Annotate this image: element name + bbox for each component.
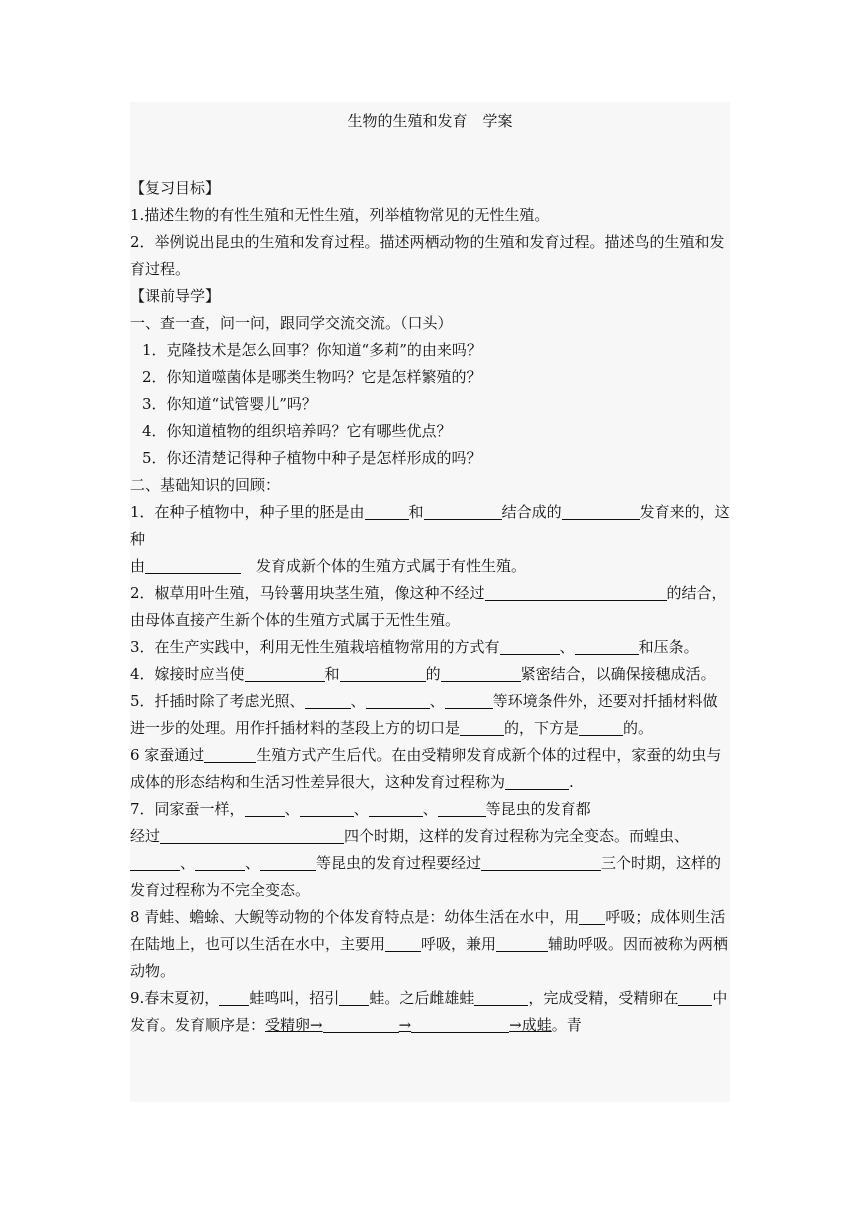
blank[interactable] — [474, 989, 528, 1006]
blank[interactable] — [460, 719, 504, 736]
goal-2: 2．举例说出昆虫的生殖和发育过程。描述两栖动物的生殖和发育过程。描述鸟的生殖和发育过程。 — [130, 233, 725, 278]
question-1: 1．克隆技术是怎么回事？你知道“多莉”的由来吗？ — [142, 341, 482, 359]
blank[interactable] — [579, 719, 623, 736]
blank[interactable] — [505, 773, 569, 790]
item-9: 9.春末夏初， 蛙鸣叫，招引 蛙。之后雌雄蛙 ，完成受精，受精卵在 中发育。发育顺序是：受精卵→ → →成蛙。青 — [130, 989, 728, 1034]
blank[interactable] — [369, 800, 423, 817]
part-2-heading: 二、基础知识的回顾： — [130, 476, 281, 494]
blank[interactable] — [160, 827, 344, 844]
item-2: 2．椒草用叶生殖，马铃薯用块茎生殖，像这种不经过 的结合，由母体直接产生新个体的生殖方式属于无性生殖。 — [130, 584, 727, 629]
blank[interactable] — [365, 503, 409, 520]
blank[interactable] — [481, 854, 601, 871]
blank[interactable] — [245, 665, 325, 682]
blank[interactable] — [411, 1016, 509, 1033]
blank[interactable] — [260, 854, 316, 871]
blank[interactable] — [245, 800, 285, 817]
document-page — [130, 102, 730, 1102]
blank[interactable] — [366, 692, 430, 709]
blank[interactable] — [678, 989, 712, 1006]
blank[interactable] — [424, 503, 502, 520]
blank[interactable] — [130, 854, 180, 871]
item-8: 8 青蛙、蟾蜍、大鲵等动物的个体发育特点是：幼体生活在水中，用 呼吸；成体则生活在陆地上，也可以生活在水中，主要用 呼吸，兼用 辅助呼吸。因而被称为两栖动物。 — [130, 908, 729, 980]
blank[interactable] — [195, 854, 245, 871]
section-heading-preview: 【课前导学】 — [130, 287, 221, 305]
blank[interactable] — [145, 557, 241, 574]
blank[interactable] — [438, 800, 486, 817]
blank[interactable] — [339, 989, 369, 1006]
blank[interactable] — [575, 638, 639, 655]
blank[interactable] — [500, 638, 560, 655]
blank[interactable] — [579, 908, 605, 925]
part-1-heading: 一、查一查，问一问，跟同学交流交流。（口头） — [130, 314, 453, 332]
item-7: 7．同家蚕一样， 、 、 、 等昆虫的发育都 — [130, 800, 591, 818]
blank[interactable] — [340, 665, 426, 682]
blank[interactable] — [485, 584, 667, 601]
page-title: 生物的生殖和发育 学案 — [347, 112, 513, 130]
question-2: 2．你知道噬菌体是哪类生物吗？它是怎样繁殖的？ — [142, 368, 482, 386]
blank[interactable] — [300, 800, 354, 817]
item-1: 1．在种子植物中，种子里的胚是由 和 结合成的 发育来的，这种 — [130, 503, 730, 548]
item-3: 3．在生产实践中，利用无性生殖栽培植物常用的方式有 、 和压条。 — [130, 638, 699, 656]
blank[interactable] — [441, 665, 521, 682]
question-5: 5．你还清楚记得种子植物中种子是怎样形成的吗？ — [142, 449, 482, 467]
blank[interactable] — [496, 935, 548, 952]
blank[interactable] — [219, 989, 249, 1006]
item-6: 6 家蚕通过 生殖方式产生后代。在由受精卵发育成新个体的过程中，家蚕的幼虫与成体的形态结构和生活习性差异很大，这种发育过程称为 . — [130, 746, 722, 791]
development-sequence: 受精卵→ → →成蛙 — [265, 1016, 552, 1034]
section-heading-goals: 【复习目标】 — [130, 179, 221, 197]
blank[interactable] — [445, 692, 493, 709]
blank[interactable] — [385, 935, 421, 952]
goal-1: 1.描述生物的有性生殖和无性生殖，列举植物常见的无性生殖。 — [130, 206, 550, 224]
item-4: 4．嫁接时应当使 和 的 紧密结合，以确保接穗成活。 — [130, 665, 716, 683]
item-7-cont: 经过 四个时期，这样的发育过程称为完全变态。而蝗虫、、 、 等昆虫的发育过程要经过 三个时期，这样的发育过程称为不完全变态。 — [130, 827, 722, 899]
question-4: 4．你知道植物的组织培养吗？它有哪些优点？ — [142, 422, 452, 440]
question-3: 3．你知道“试管婴儿”吗？ — [142, 395, 317, 413]
blank[interactable] — [323, 1016, 399, 1033]
item-5: 5．扦插时除了考虑光照、 、 、 等环境条件外，还要对扦插材料做进一步的处理。用作扦插材料的茎段上方的切口是 的，下方是 的。 — [130, 692, 718, 737]
blank[interactable] — [562, 503, 640, 520]
blank[interactable] — [305, 692, 351, 709]
item-1-cont: 由 发育成新个体的生殖方式属于有性生殖。 — [130, 557, 527, 575]
blank[interactable] — [204, 746, 256, 763]
